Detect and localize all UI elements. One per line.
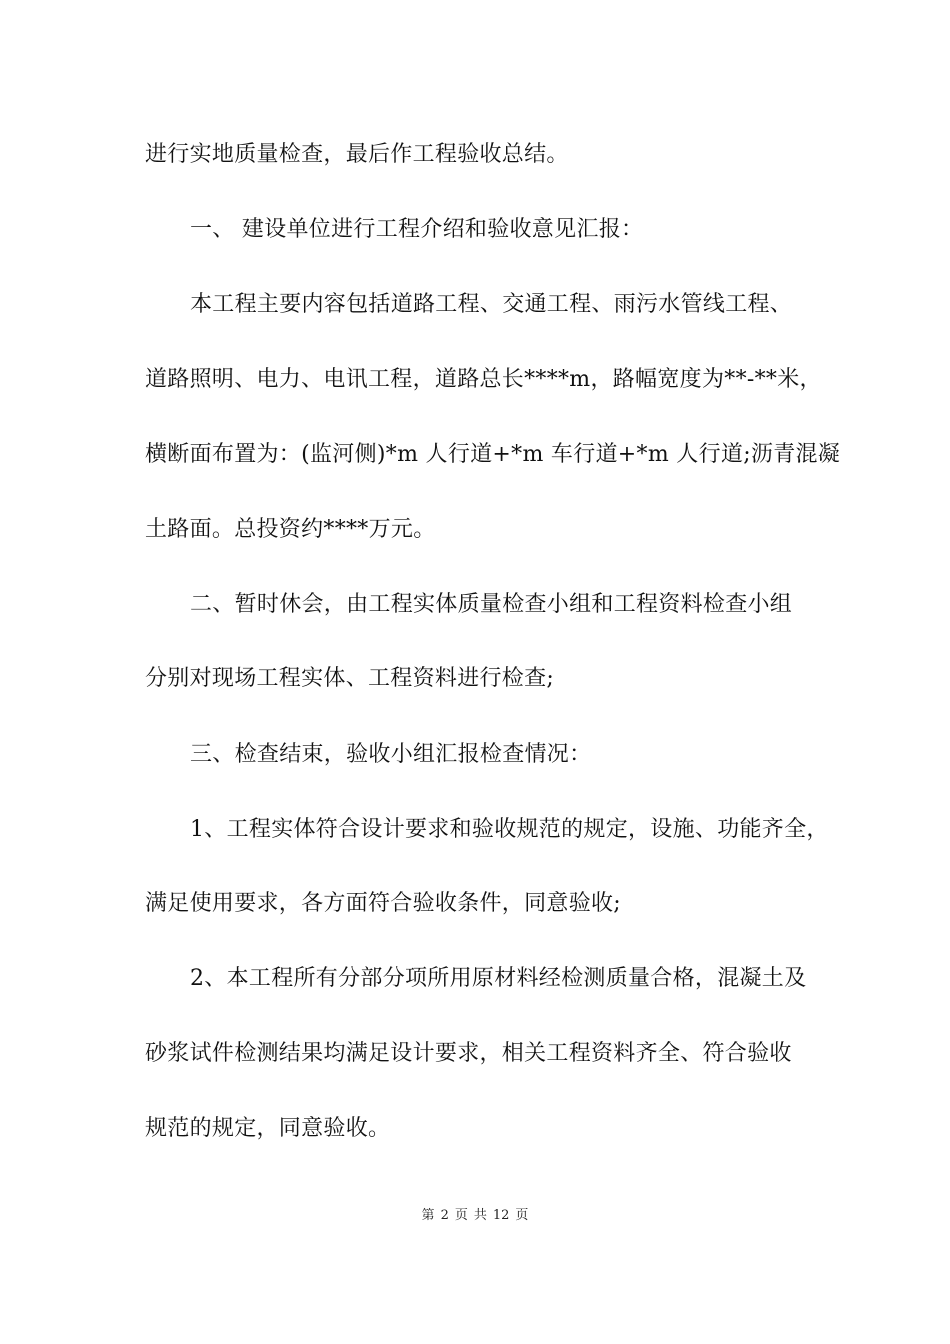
paragraph-line: 横断面布置为：(监河侧)*m 人行道+*m 车行道+*m 人行道;沥青混凝 <box>145 442 841 467</box>
paragraph-line: 分别对现场工程实体、工程资料进行检查; <box>145 666 555 691</box>
footer-label-page: 页 <box>454 1208 468 1223</box>
list-item-1: 1、工程实体符合设计要求和验收规范的规定，设施、功能齐全， <box>190 817 829 842</box>
section-heading-3: 三、检查结束，验收小组汇报检查情况： <box>190 742 592 767</box>
footer-label-prefix: 第 <box>421 1208 435 1223</box>
section-heading-1: 一、 建设单位进行工程介绍和验收意见汇报： <box>190 217 644 242</box>
paragraph-line: 本工程主要内容包括道路工程、交通工程、雨污水管线工程、 <box>190 292 793 317</box>
page-footer <box>0 1207 950 1225</box>
total-pages-number: 12 <box>492 1208 510 1223</box>
paragraph-line: 砂浆试件检测结果均满足设计要求，相关工程资料齐全、符合验收 <box>145 1041 792 1066</box>
section-heading-2: 二、暂时休会，由工程实体质量检查小组和工程资料检查小组 <box>190 592 793 617</box>
paragraph-line: 道路照明、电力、电讯工程，道路总长****m，路幅宽度为**-**米， <box>145 367 822 392</box>
footer-label-total: 共 <box>473 1208 487 1223</box>
paragraph-line: 规范的规定，同意验收。 <box>145 1116 391 1141</box>
list-item-2: 2、本工程所有分部分项所用原材料经检测质量合格，混凝土及 <box>190 966 807 991</box>
paragraph-line: 土路面。总投资约****万元。 <box>145 517 436 542</box>
paragraph-line: 进行实地质量检查，最后作工程验收总结。 <box>145 142 569 167</box>
current-page-number: 2 <box>440 1208 449 1223</box>
footer-label-suffix: 页 <box>515 1208 529 1223</box>
paragraph-line: 满足使用要求，各方面符合验收条件，同意验收; <box>145 891 622 916</box>
